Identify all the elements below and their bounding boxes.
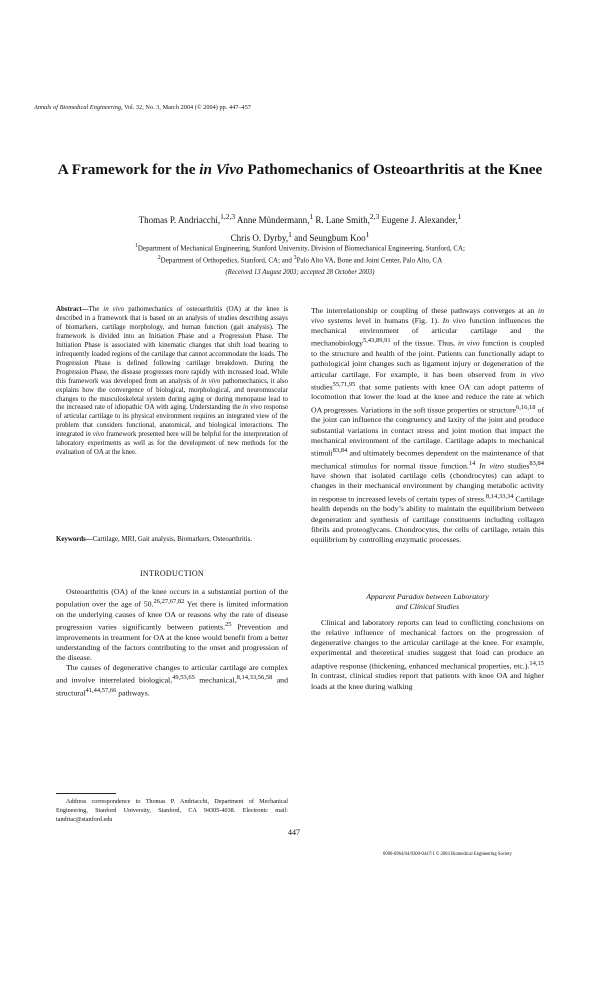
paragraph: The interrelationship or coupling of these pathways converges at an in vivo systems level in humans (Fig. 1). In vivo function influences the mechanical environment of articular cartilage and the mechanobiology$^{5,43,89,91}$ of the tissue. Thus, in vivo function is coupled to the structure and health of the joint. Patients can functionally adapt to pathological joint changes such as ligament injury or degeneration of the articular cartilage. For example, it has been observed from in vivo studies$^{55,71,95}$ that some patients with knee OA can adopt patterns of locomotion that lower the load at the knee and reduce the rate at which OA progresses. Variations in the soft tissue properties or structure$^{6,16,18}$ of the joint can influence the congruency and laxity of the joint and produce substantial variations in contact stress and joint motion that impact the mechanical environment of the cartilage. Cartilage adapts to mechanical stimuli$^{83,84}$ and ultimately becomes dependent on the maintenance of that mechanical stimulus for normal tissue function.$^{14}$ In vitro studies$^{83,84}$ have shown that isolated cartilage cells (chondrocytes) can adapt to changes in their mechanical environment by changing metabolic activity in response to increased levels of certain types of stress.$^{8,14,33,34}$ Cartilage health depends on the body’s ability to maintain the equilibrium between degeneration and synthesis of cartilage constituents including collagen fibrils and proteoglycans. Chondrocytes, the cells of cartilage, retain this equilibrium by controlling enzymatic processes.: [311, 306, 544, 544]
abstract-label: Abstract—: [56, 306, 89, 313]
affiliations: $^1$Department of Mechanical Engineering, Stanford University, Division of Biomechanical Engineering, Stanford, CA; $^2$Department of Orthopedics, Stanford, CA; and $^3$Palo Alto VA, Bone and Joint Center, Palo Alto, CA: [134, 243, 466, 265]
keywords-label: Keywords—: [56, 536, 93, 543]
journal-name: Annals of Biomedical Engineering: [34, 104, 122, 111]
copyright-line: 0090-6964/04/0300-0447/1 © 2004 Biomedical Engineering Society: [383, 852, 512, 857]
introduction-text: [56, 587, 288, 699]
journal-info: , Vol. 32, No. 3, March 2004 (© 2004) pp. 447–457: [121, 104, 251, 111]
correspondence-footnote: Address correspondence to Thomas P. Andriacchi, Department of Mechanical Engineering, Stanford University, Stanford, CA 94305-4038. Electronic mail: tandriac@stanford.edu: [56, 798, 288, 823]
author-list: Thomas P. Andriacchi,$^{1,2,3}$ Anne Mündermann,$^1$ R. Lane Smith,$^{2,3}$ Eugene J. Alexander,$^1$ Chris O. Dyrby,$^1$ and Seungbum Koo$^1$: [138, 212, 462, 243]
column-two-text-lower: [311, 618, 544, 692]
footnote-divider: [56, 793, 116, 794]
paragraph: The causes of degenerative changes to articular cartilage are complex and involve interrelated biological,$^{49,53,65}$ mechanical,$^{8,14,33,56,58}$ and structural$^{41,44,57,66}$ pathways.: [56, 663, 288, 698]
paragraph: Clinical and laboratory reports can lead to conflicting conclusions on the relative influence of mechanical factors on the progression of degenerative changes to the articular cartilage at the knee. For example, experimental and theoretical studies suggest that load can produce an adaptive response (thickening, enhanced mechanical properties, etc.).$^{14,15}$ In contrast, clinical studies report that patients with knee OA and higher loads at the knee during walking: [311, 618, 544, 691]
paper-title: A Framework for the in Vivo Pathomechanics of Osteoarthritis at the Knee: [57, 161, 543, 178]
journal-citation: [34, 104, 251, 111]
received-dates: (Received 13 August 2003; accepted 28 October 2003): [225, 269, 375, 276]
keywords: Keywords—Cartilage, MRI, Gait analysis, Biomarkers, Osteoarthritis.: [56, 536, 252, 543]
paragraph: Osteoarthritis (OA) of the knee occurs in a substantial portion of the population over the age of 50.$^{26,27,67,82}$ Yet there is limited information on the underlying causes of knee OA or reasons why the rate of disease progression varies significantly between patients.$^{25}$ Prevention and improvements in treatment for OA at the knee would benefit from a better understanding of the factors contributing to the onset and progression of the disease.: [56, 587, 289, 663]
subsection-heading: Apparent Paradox between Laboratory and Clinical Studies: [366, 592, 489, 612]
section-heading-introduction: INTRODUCTION: [139, 569, 205, 578]
column-two-text: [311, 306, 544, 545]
page-number: 447: [288, 828, 300, 837]
abstract: Abstract—The in vivo pathomechanics of osteoarthritis (OA) at the knee is described in a framework that is based on an analysis of studies describing assays of biomarkers, cartilage morphology, and human function (gait analysis). The framework is divided into an Initiation Phase and a Progression Phase. The Initiation Phase is associated with kinematic changes that shift load bearing to infrequently loaded regions of the cartilage that cannot accommodate the loads. The Progression Phase is defined following cartilage breakdown. During the Progression Phase, the disease progresses more rapidly with increased load. While this framework was developed from an analysis of in vivo pathomechanics, it also explains how the convergence of biological, morphological, and neuromuscular changes to the musculoskeletal system during aging or during menopause lead to the increased rate of idiopathic OA with aging. Understanding the in vivo response of articular cartilage to its physical environment requires an integrated view of the problem that considers functional, anatomical, and biological interactions. The integrated in vivo framework presented here will be helpful for the interpretation of laboratory experiments as well as for the development of new methods for the evaluation of OA at the knee.: [56, 306, 289, 457]
